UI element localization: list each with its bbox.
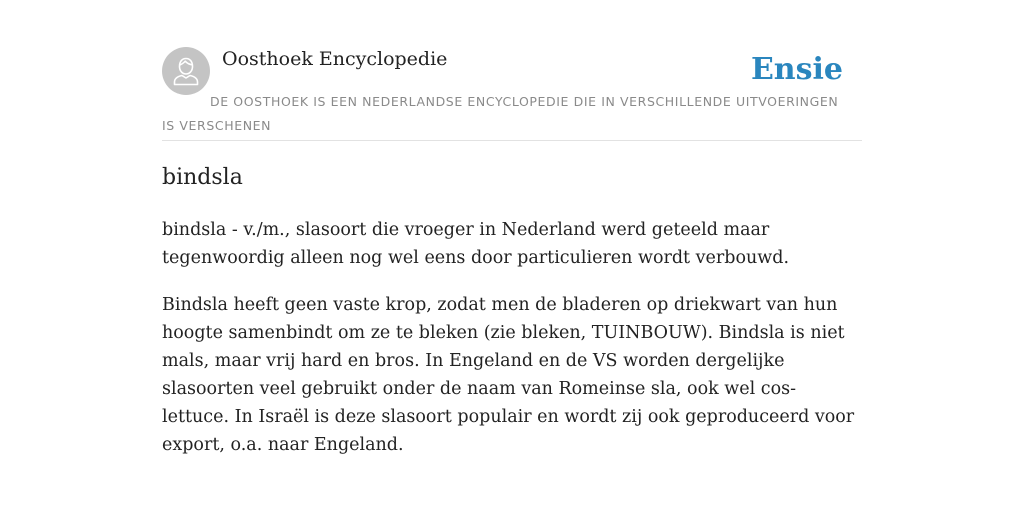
article-body <box>162 216 862 478</box>
page <box>162 0 862 512</box>
source-header <box>162 46 862 141</box>
brand-logo[interactable]: Ensie <box>750 52 843 87</box>
article-paragraph: bindsla - v./m., slasoort die vroeger in Nederland werd geteeld maar tegenwoordig alleen nog wel eens door particulieren wordt verbouwd. <box>162 220 790 268</box>
user-silhouette-icon <box>162 47 210 95</box>
source-name[interactable]: Oosthoek Encyclopedie <box>222 48 448 70</box>
source-avatar[interactable] <box>162 47 210 95</box>
article-title: bindsla <box>162 165 243 190</box>
source-description: DE OOSTHOEK IS EEN NEDERLANDSE ENCYCLOPEDIE DIE IN VERSCHILLENDE UITVOERINGEN IS VERSCHENEN <box>162 94 839 133</box>
article-paragraph: Bindsla heeft geen vaste krop, zodat men de bladeren op driekwart van hun hoogte samenbindt om ze te bleken (zie bleken, TUINBOUW). Bindsla is niet mals, maar vrij hard en bros. In Engeland en de VS worden dergelijke slasoorten veel gebruikt onder de naam van Romeinse sla, ook wel cos-lettuce. In Israël is deze slasoort populair en wordt zij ook geproduceerd voor export, o.a. naar Engeland. <box>162 295 855 455</box>
